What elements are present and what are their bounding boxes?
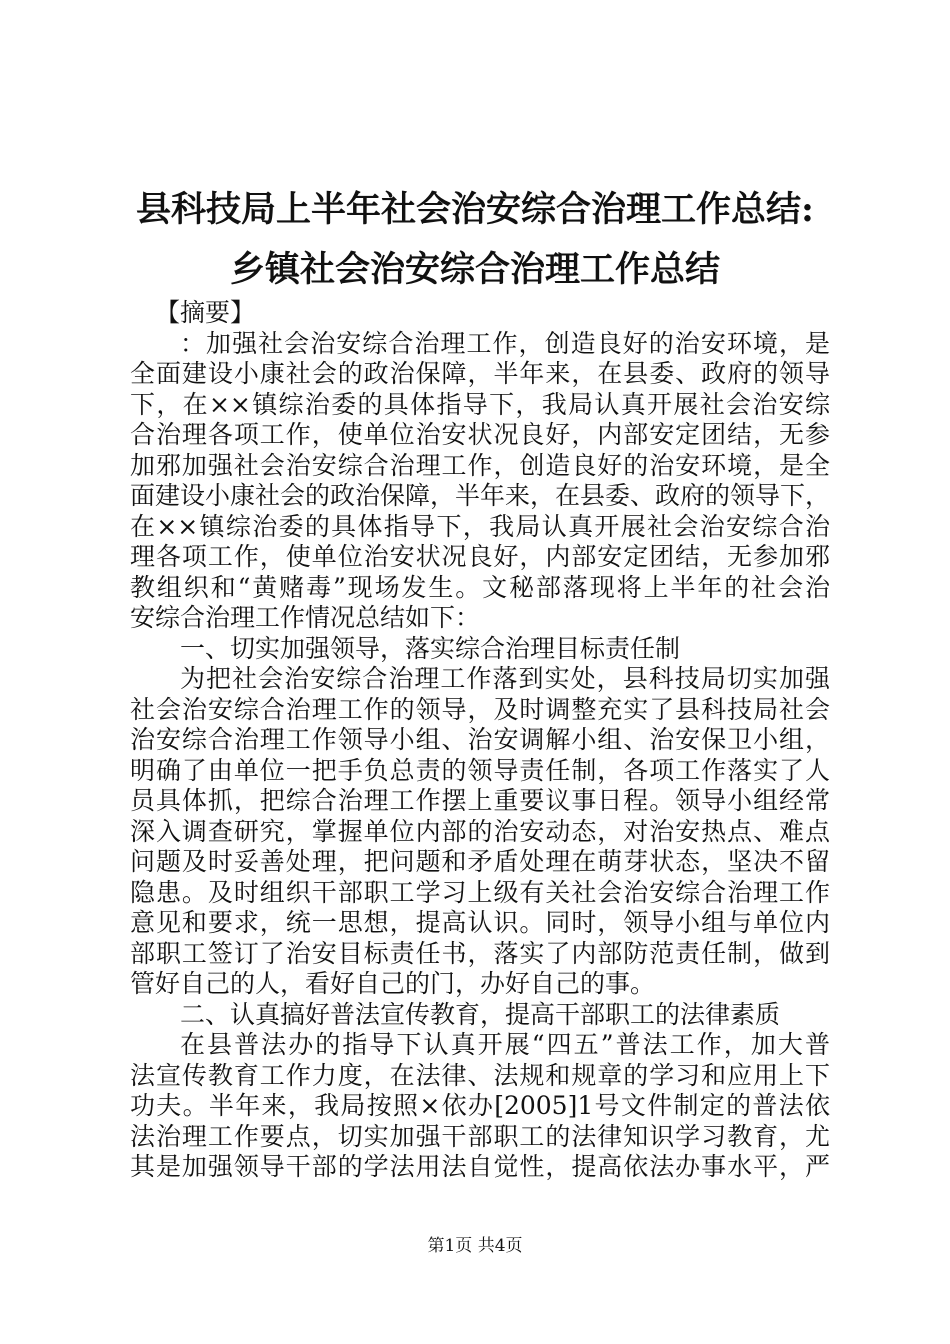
body-text-line: 管好自己的人，看好自己的门，办好自己的事。 [130,969,656,998]
body-text-line: 理各项工作，使单位治安状况良好，内部安定团结，无参加邪 [130,542,830,571]
document-title-line1: 县科技局上半年社会治安综合治理工作总结: [136,189,814,230]
document-title-line2: 乡镇社会治安综合治理工作总结 [229,249,720,290]
body-text-line: 问题及时妥善处理，把问题和矛盾处理在萌芽状态，坚决不留 [130,847,830,876]
body-text-line: 部职工签订了治安目标责任书，落实了内部防范责任制，做到 [130,938,830,968]
body-text-line: 治安综合治理工作领导小组、治安调解小组、治安保卫小组， [130,725,830,754]
body-text-line: 在××镇综治委的具体指导下，我局认真开展社会治安综合治 [130,511,830,541]
body-text-line: 功夫。半年来，我局按照×依办[2005]1号文件制定的普法依 [130,1091,830,1120]
body-text-line: 深入调查研究，掌握单位内部的治安动态，对治安热点、难点 [130,816,830,846]
body-text-line: 意见和要求，统一思想，提高认识。同时，领导小组与单位内 [130,908,830,937]
body-text-line: 教组织和“黄赌毒”现场发生。文秘部落现将上半年的社会治 [130,572,830,602]
document-body [130,298,830,1183]
body-text-line: 面建设小康社会的政治保障，半年来，在县委、政府的领导下， [130,481,831,510]
body-text-line: 为把社会治安综合治理工作落到实处，县科技局切实加强 [180,664,830,693]
body-text-line: 下，在××镇综治委的具体指导下，我局认真开展社会治安综 [130,389,830,419]
body-text-line: 加邪加强社会治安综合治理工作，创造良好的治安环境，是全 [130,450,830,480]
body-text-line: 合治理各项工作，使单位治安状况良好，内部安定团结，无参 [130,420,830,449]
body-text-line: 法宣传教育工作力度，在法律、法规和规章的学习和应用上下 [130,1060,830,1090]
body-text-line: 其是加强领导干部的学法用法自觉性，提高依法办事水平，严 [130,1152,830,1181]
body-text-line: 【摘要】 [155,298,256,327]
body-text-line: 隐患。及时组织干部职工学习上级有关社会治安综合治理工作 [130,877,830,907]
page-footer: 第1页 共4页 [427,1236,523,1256]
body-text-line: 社会治安综合治理工作的领导，及时调整充实了县科技局社会 [130,694,830,724]
body-text-line: 一、切实加强领导，落实综合治理目标责任制 [180,633,681,663]
body-text-line: 员具体抓，把综合治理工作摆上重要议事日程。领导小组经常 [130,786,830,815]
body-text-line: ：加强社会治安综合治理工作，创造良好的治安环境，是 [180,328,830,358]
body-text-line: 安综合治理工作情况总结如下： [130,603,481,632]
body-text-line: 全面建设小康社会的政治保障，半年来，在县委、政府的领导 [130,359,830,388]
body-text-line: 法治理工作要点，切实加强干部职工的法律知识学习教育，尤 [130,1121,830,1151]
body-text-line: 二、认真搞好普法宣传教育，提高干部职工的法律素质 [180,999,781,1029]
body-text-line: 明确了由单位一把手负总责的领导责任制，各项工作落实了人 [130,755,830,785]
body-text-line: 在县普法办的指导下认真开展“四五”普法工作，加大普 [180,1030,830,1059]
